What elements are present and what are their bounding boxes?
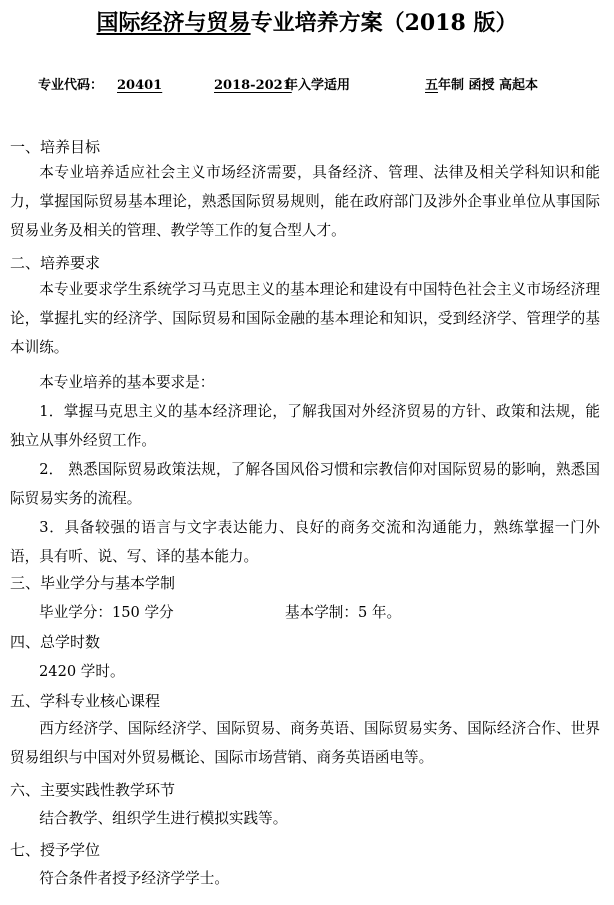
section-heading-credits: 三、毕业学分与基本学制 — [10, 574, 176, 592]
title-major-name: 国际经济与贸易 — [96, 10, 251, 36]
program-duration-type: 年制 函授 高起本 — [438, 78, 539, 93]
requirement-item-3: 3．具备较强的语言与文字表达能力、良好的商务交流和沟通能力，熟练掌握一门外语，具有听、说、写、译的基本能力。 — [10, 519, 600, 565]
degree-paragraph: 符合条件者授予经济学学士。 — [39, 870, 229, 887]
enrollment-years-suffix: 年入学适用 — [285, 78, 351, 93]
graduation-credits: 毕业学分：150 学分 — [39, 604, 174, 621]
total-hours: 2420 学时。 — [39, 663, 125, 680]
title-suffix: 专业培养方案（2018 版） — [250, 10, 518, 36]
requirements-paragraph: 本专业要求学生系统学习马克思主义的基本理论和建设有中国特色社会主义市场经济理论，掌握扎实的经济学、国际贸易和国际金融的基本理论和知识，受到经济学、管理学的基本训练。 — [10, 281, 600, 356]
section-heading-degree: 七、授予学位 — [10, 841, 101, 859]
objective-paragraph: 本专业培养适应社会主义市场经济需要，具备经济、管理、法律及相关学科知识和能力，掌握国际贸易基本理论，熟悉国际贸易规则，能在政府部门及涉外企事业单位从事国际贸易业务及相关的管理、教学等工作的复合型人才。 — [10, 164, 600, 239]
requirement-item-2: 2． 熟悉国际贸易政策法规，了解各国风俗习惯和宗教信仰对国际贸易的影响，熟悉国际贸易实务的流程。 — [10, 461, 600, 507]
program-duration-prefix: 五 — [425, 78, 439, 93]
program-code-label: 专业代码： — [38, 78, 104, 93]
section-heading-hours: 四、总学时数 — [10, 633, 101, 651]
section-heading-objective: 一、培养目标 — [10, 138, 101, 156]
section-heading-practice: 六、主要实践性教学环节 — [10, 781, 176, 799]
program-code-value: 20401 — [117, 78, 163, 93]
requirements-intro: 本专业培养的基本要求是： — [39, 374, 215, 391]
basic-duration: 基本学制：5 年。 — [285, 604, 402, 621]
section-heading-requirements: 二、培养要求 — [10, 254, 101, 272]
document-title — [0, 8, 614, 38]
enrollment-years: 2018-2021 — [214, 78, 292, 93]
practice-paragraph: 结合教学、组织学生进行模拟实践等。 — [39, 810, 288, 827]
section-heading-core-courses: 五、学科专业核心课程 — [10, 692, 161, 710]
requirement-item-1: 1．掌握马克思主义的基本经济理论，了解我国对外经济贸易的方针、政策和法规，能独立从事外经贸工作。 — [10, 403, 600, 449]
core-courses-paragraph: 西方经济学、国际经济学、国际贸易、商务英语、国际贸易实务、国际经济合作、世界贸易组织与中国对外贸易概论、国际市场营销、商务英语函电等。 — [10, 720, 600, 766]
program-meta — [0, 76, 614, 96]
